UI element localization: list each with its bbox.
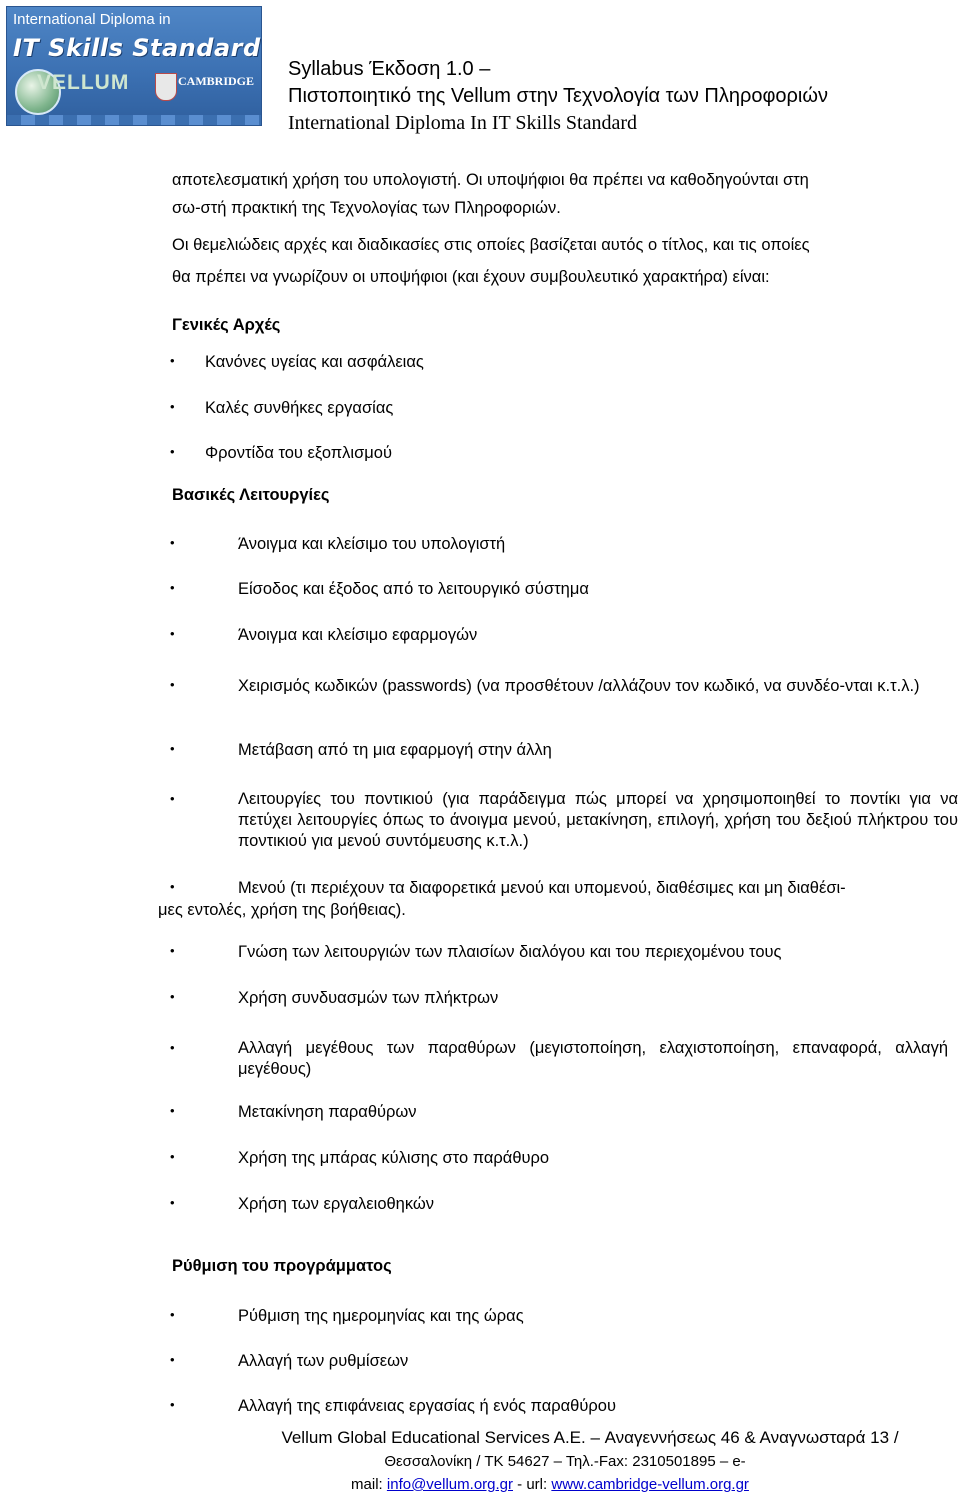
logo-line1: International Diploma in — [13, 11, 171, 28]
list-item: Χρήση συνδυασμών των πλήκτρων — [238, 989, 499, 1007]
list-item: Γνώση των λειτουργιών των πλαισίων διαλόγου και του περιεχομένου τους — [238, 943, 782, 961]
crest-icon — [155, 73, 177, 101]
list-item: Μετάβαση από τη μια εφαρμογή στην άλλη — [238, 741, 552, 759]
footer-links — [0, 1476, 960, 1493]
intro-line: Οι θεμελιώδεις αρχές και διαδικασίες στις οποίες βασίζεται αυτός ο τίτλος, και τις οποίες — [172, 236, 810, 254]
list-item: Χρήση των εργαλειοθηκών — [238, 1195, 435, 1213]
section-heading: Γενικές Αρχές — [172, 316, 281, 334]
list-item: Χειρισμός κωδικών (passwords) (να προσθέτουν /αλλάζουν τον κωδικό, να συνδέο-νται κ.τ.λ.) — [238, 677, 920, 695]
email-link[interactable]: info@vellum.org.gr — [386, 1476, 513, 1493]
bullet-icon: • — [170, 353, 175, 368]
list-item: Λειτουργίες του ποντικιού (για παράδειγμα πώς μπορεί να χρησιμοποιηθεί το ποντίκι για να πετύχει λειτουργίες όπως το άνοιγμα μενού, μετακίνηση, επιλογή, χρήση του δεξιού πλήκτρου του ποντικιού για μενού συντόμευσης κ.τ.λ.) — [238, 790, 958, 850]
list-item: Άνοιγμα και κλείσιμο του υπολογιστή — [238, 535, 506, 553]
bullet-icon: • — [170, 677, 175, 692]
url-label: url: — [526, 1476, 548, 1493]
bullet-icon: • — [170, 943, 175, 958]
list-item: Αλλαγή των ρυθμίσεων — [238, 1352, 409, 1370]
footer-contact: Θεσσαλονίκη / ΤΚ 54627 – Τηλ.-Fax: 2310501895 – e- — [384, 1453, 746, 1470]
logo-cambridge: CAMBRIDGE — [178, 74, 255, 88]
list-item: Χρήση της μπάρας κύλισης στο παράθυρο — [238, 1149, 550, 1167]
bullet-icon: • — [170, 1195, 175, 1210]
list-item: Αλλαγή της επιφάνειας εργασίας ή ενός παραθύρου — [238, 1397, 616, 1415]
bullet-icon: • — [170, 1103, 175, 1118]
bullet-icon: • — [170, 1397, 175, 1412]
list-item: Φροντίδα του εξοπλισμού — [205, 444, 392, 462]
logo-vellum: VELLUM — [37, 71, 130, 94]
header-title: Syllabus Έκδοση 1.0 – — [288, 58, 491, 80]
list-item: Είσοδος και έξοδος από το λειτουργικό σύστημα — [238, 580, 589, 598]
bullet-icon: • — [170, 626, 175, 641]
logo-strip — [7, 115, 261, 125]
intro-line: σω-στή πρακτική της Τεχνολογίας των Πληροφοριών. — [172, 199, 561, 217]
bullet-icon: • — [170, 879, 175, 894]
list-item: Καλές συνθήκες εργασίας — [205, 399, 394, 417]
footer-separator: - — [513, 1476, 527, 1493]
bullet-icon: • — [170, 1307, 175, 1322]
list-item-continuation: μες εντολές, χρήση της βοήθειας). — [158, 901, 406, 919]
bullet-icon: • — [170, 535, 175, 550]
list-item: Μετακίνηση παραθύρων — [238, 1103, 417, 1121]
website-link[interactable]: www.cambridge-vellum.org.gr — [551, 1476, 749, 1493]
logo — [6, 6, 262, 126]
bullet-icon: • — [170, 791, 175, 806]
bullet-icon: • — [170, 989, 175, 1004]
bullet-icon: • — [170, 399, 175, 414]
list-item: Μενού (τι περιέχουν τα διαφορετικά μενού και υπομενού, διαθέσιμες και μη διαθέσι- — [238, 879, 846, 897]
bullet-icon: • — [170, 1040, 175, 1055]
list-item: Ρύθμιση της ημερομηνίας και της ώρας — [238, 1307, 524, 1325]
logo-line2: IT Skills Standard — [13, 34, 261, 62]
bullet-icon: • — [170, 1352, 175, 1367]
list-item: Άνοιγμα και κλείσιμο εφαρμογών — [238, 626, 478, 644]
bullet-icon: • — [170, 580, 175, 595]
section-heading: Βασικές Λειτουργίες — [172, 486, 330, 504]
mail-label: mail: — [351, 1476, 383, 1493]
intro-line: αποτελεσματική χρήση του υπολογιστή. Οι υποψήφιοι θα πρέπει να καθοδηγούνται στη — [172, 171, 809, 189]
bullet-icon: • — [170, 1149, 175, 1164]
list-item: Κανόνες υγείας και ασφάλειας — [205, 353, 424, 371]
intro-line: θα πρέπει να γνωρίζουν οι υποψήφιοι (και έχουν συμβουλευτικό χαρακτήρα) είναι: — [172, 268, 770, 286]
section-heading: Ρύθμιση του προγράμματος — [172, 1257, 392, 1275]
header-subtitle2: International Diploma In IT Skills Standard — [288, 112, 638, 134]
bullet-icon: • — [170, 741, 175, 756]
header-subtitle: Πιστοποιητικό της Vellum στην Τεχνολογία των Πληροφοριών — [288, 85, 828, 107]
bullet-icon: • — [170, 444, 175, 459]
footer-address: Vellum Global Educational Services A.E. – Αναγεννήσεως 46 & Αναγνωσταρά 13 / — [281, 1428, 899, 1447]
list-item: Αλλαγή μεγέθους των παραθύρων (μεγιστοποίηση, ελαχιστοποίηση, επαναφορά, αλλαγή μεγέθους) — [238, 1039, 948, 1078]
